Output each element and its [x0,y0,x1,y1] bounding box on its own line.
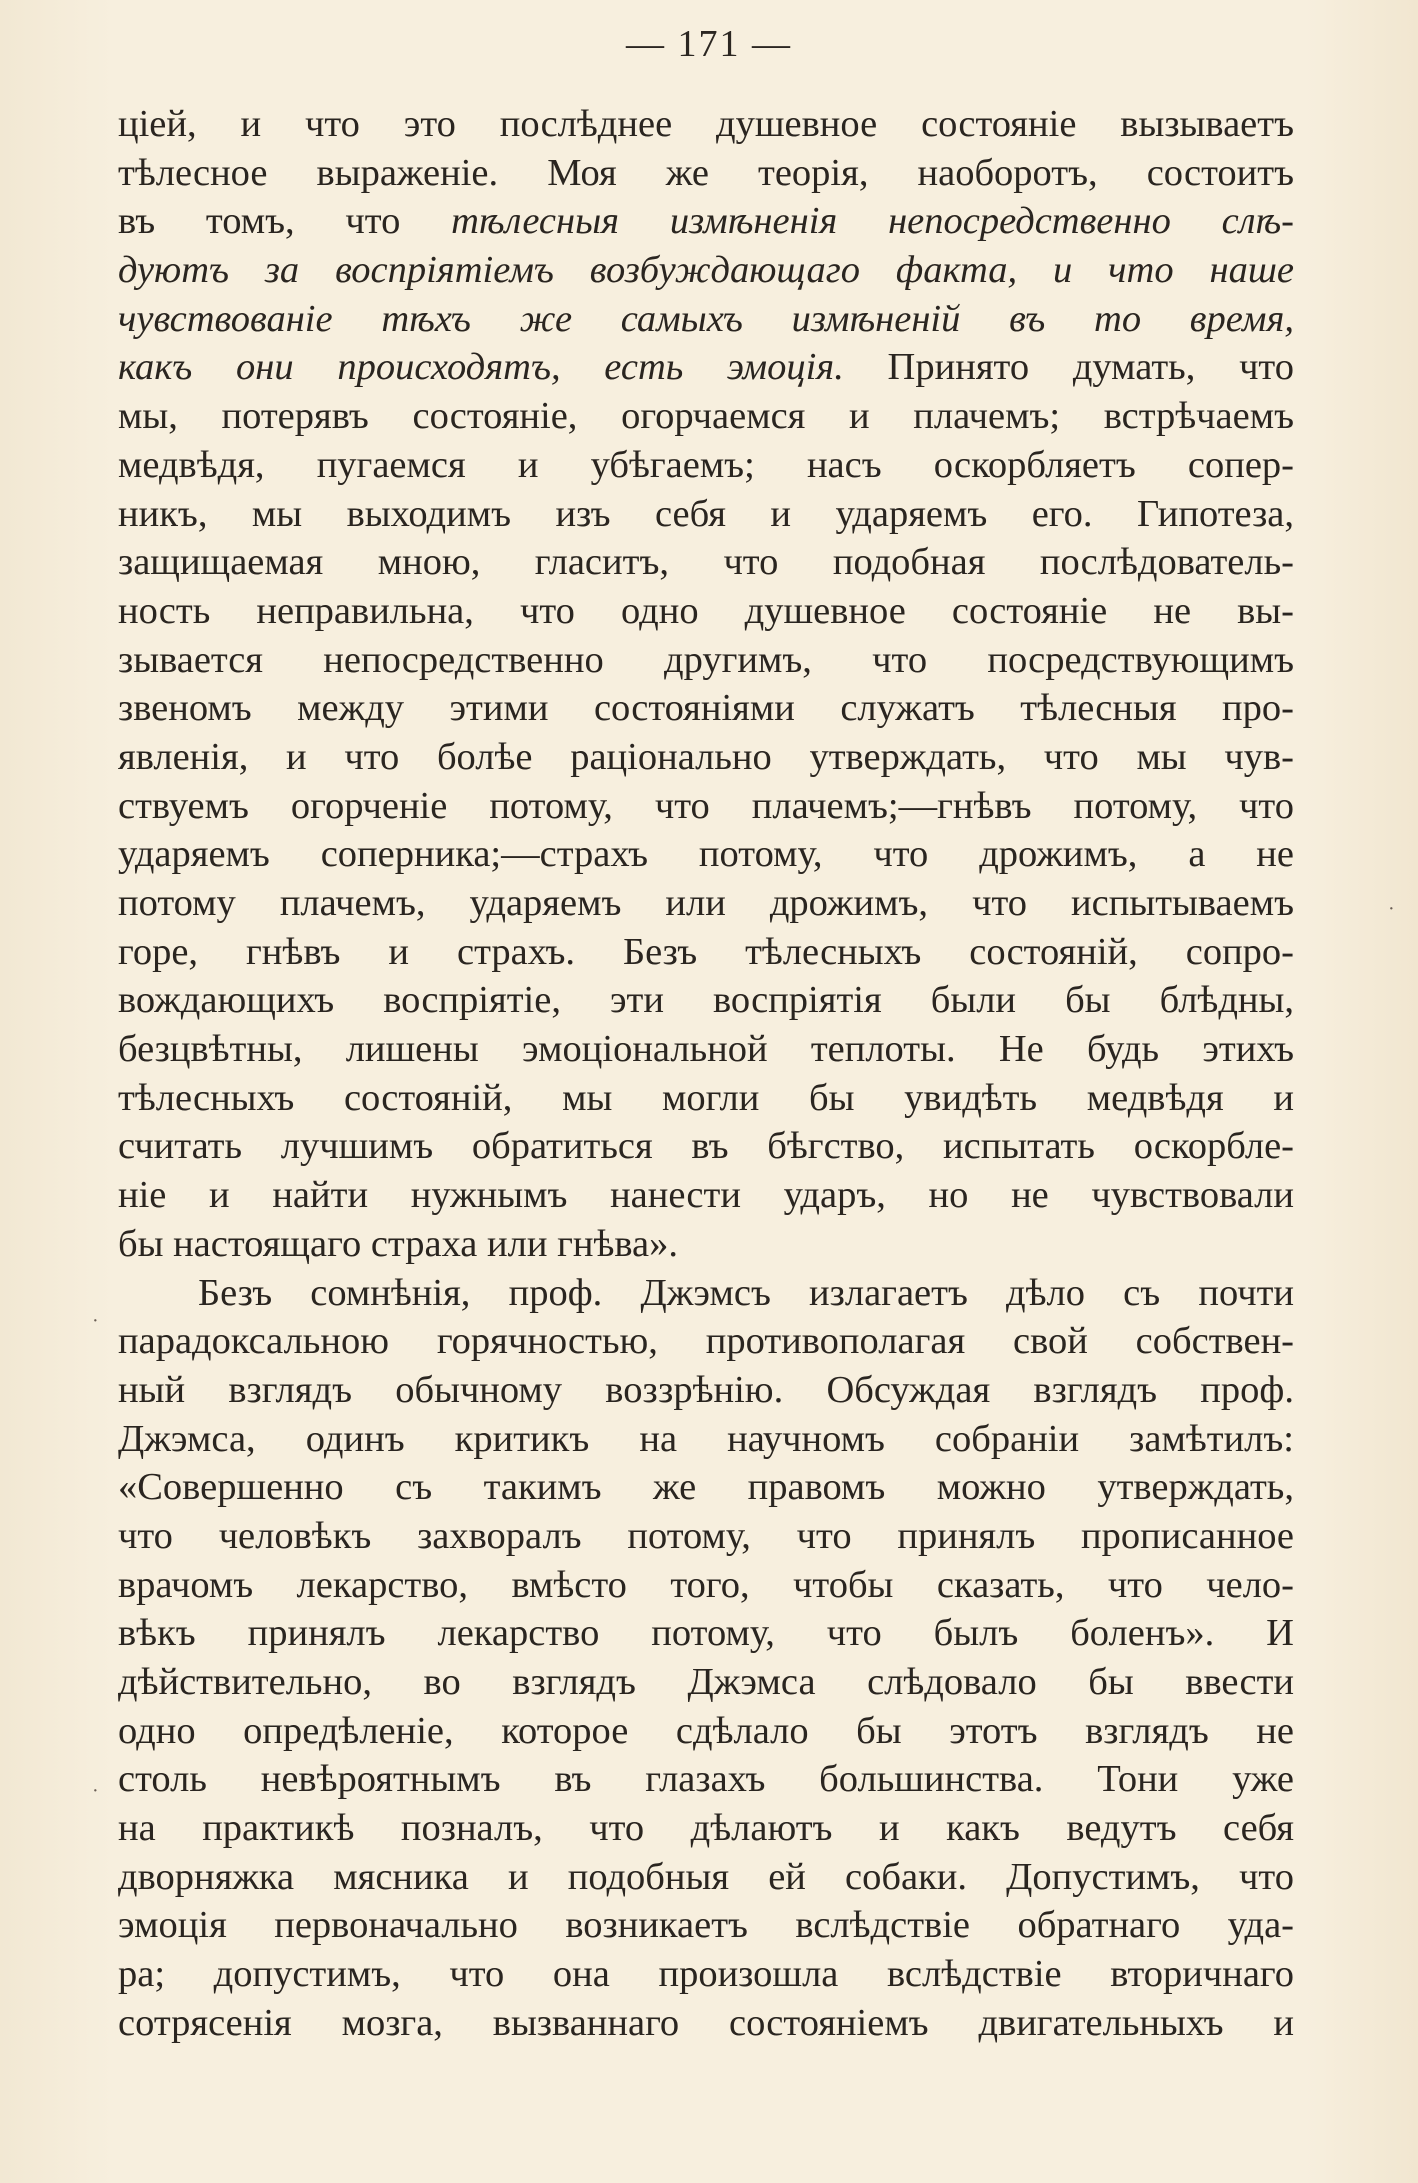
margin-dot: · [92,1780,99,1802]
text-segment: защищаемая мною, гласитъ, что подобная послѣдователь- [118,541,1294,584]
margin-dot: · [1388,898,1395,920]
text-line [118,928,1294,977]
text-line [118,976,1294,1025]
text-segment: ціей, и что это послѣднее душевное состояніе вызываетъ [118,103,1294,145]
text-segment: горе, гнѣвъ и страхъ. Безъ тѣлесныхъ состояній, сопро- [118,930,1294,973]
text-line [118,879,1294,928]
text-segment: ніе и найти нужнымъ нанести ударъ, но не чувствовали [118,1174,1294,1217]
text-segment: медвѣдя, пугаемся и убѣгаемъ; насъ оскорбляетъ сопер- [118,443,1294,486]
italic-text: тѣлесныя измѣненія непосредственно слѣ- [451,200,1294,243]
text-line [118,733,1294,782]
text-segment: звеномъ между этими состояніями служатъ тѣлесныя про- [118,687,1294,730]
text-segment: столь невѣроятнымъ въ глазахъ большинства. Тони уже [118,1758,1294,1801]
text-segment: на практикѣ позналъ, что дѣлаютъ и какъ ведутъ себя [118,1807,1294,1850]
text-segment: безцвѣтны, лишены эмоціональной теплоты. Не будь этихъ [118,1028,1294,1071]
text-line [118,684,1294,733]
text-line [118,1804,1294,1853]
text-line [118,1220,1294,1269]
text-line [118,1755,1294,1804]
text-segment: Джэмса, одинъ критикъ на научномъ собраніи замѣтилъ: [118,1417,1294,1460]
italic-text: дуютъ за воспріятіемъ возбуждающаго факта, и что наше [118,249,1294,292]
text-segment: ность неправильна, что одно душевное состояніе не вы- [118,589,1294,632]
text-line [118,149,1294,198]
text-segment: считать лучшимъ обратиться въ бѣгство, испытать оскорбле- [118,1125,1294,1168]
text-segment: потому плачемъ, ударяемъ или дрожимъ, что испытываемъ [118,882,1294,924]
italic-text: какъ они происходятъ, есть эмоція. [118,346,844,389]
text-line [118,587,1294,636]
text-segment: зывается непосредственно другимъ, что посредствующимъ [118,638,1294,681]
text-segment: парадоксальною горячностью, противополагая свой собствен- [118,1320,1294,1363]
text-line [118,100,1294,149]
text-line [118,830,1294,879]
text-segment: ный взглядъ обычному воззрѣнію. Обсуждая взглядъ проф. [118,1368,1294,1411]
text-line [118,1707,1294,1756]
text-line [118,1171,1294,1220]
text-segment: одно опредѣленіе, которое сдѣлало бы этотъ взглядъ не [118,1709,1294,1752]
text-segment: тѣлесное выраженіе. Моя же теорія, наоборотъ, состоитъ [118,151,1294,194]
text-segment: явленія, и что болѣе раціонально утверждать, что мы чув- [118,735,1294,778]
margin-dot: · [92,1310,99,1332]
text-segment: «Совершенно съ такимъ же правомъ можно утверждать, [118,1466,1294,1509]
text-line [118,1317,1294,1366]
text-line [118,782,1294,831]
text-segment: сотрясенія мозга, вызваннаго состояніемъ двигательныхъ и [118,2001,1294,2044]
text-line [118,636,1294,685]
text-line [118,1609,1294,1658]
text-segment: эмоція первоначально возникаетъ вслѣдствіе обратнаго уда- [118,1904,1294,1947]
text-segment: вождающихъ воспріятіе, эти воспріятія были бы блѣдны, [118,979,1294,1022]
text-line [118,1269,1294,1318]
text-line [118,1561,1294,1610]
text-segment: мы, потерявъ состояніе, огорчаемся и плачемъ; встрѣчаемъ [118,395,1294,438]
text-segment: никъ, мы выходимъ изъ себя и ударяемъ его. Гипотеза, [118,492,1294,535]
text-line [118,197,1294,246]
text-segment: ра; допустимъ, что она произошла вслѣдствіе вторичнаго [118,1953,1294,1996]
text-segment: тѣлесныхъ состояній, мы могли бы увидѣть медвѣдя и [118,1076,1294,1119]
text-segment: въ томъ, что [118,200,452,243]
italic-text: чувствованіе тѣхъ же самыхъ измѣненій въ то время, [118,297,1294,340]
text-line [118,1999,1294,2048]
text-line [118,295,1294,344]
text-line [118,538,1294,587]
text-segment: Безъ сомнѣнія, проф. Джэмсъ излагаетъ дѣло съ почти [198,1271,1294,1314]
text-line [118,1074,1294,1123]
body-text [118,100,1294,2048]
text-segment: Принято думать, что [843,346,1295,389]
text-line [118,1853,1294,1902]
text-line [118,441,1294,490]
text-line [118,1122,1294,1171]
text-line [118,392,1294,441]
text-line [118,1025,1294,1074]
text-segment: вѣкъ принялъ лекарство потому, что былъ боленъ». И [118,1612,1294,1655]
text-line [118,1415,1294,1464]
text-line [118,1901,1294,1950]
text-line [118,246,1294,295]
text-line [118,343,1294,392]
text-segment: дѣйствительно, во взглядъ Джэмса слѣдовало бы ввести [118,1661,1294,1703]
text-line [118,490,1294,539]
text-segment: дворняжка мясника и подобныя ей собаки. Допустимъ, что [118,1855,1294,1898]
text-segment: ствуемъ огорченіе потому, что плачемъ;—гнѣвъ потому, что [118,784,1294,827]
text-line [118,1463,1294,1512]
text-segment: ударяемъ соперника;—страхъ потому, что дрожимъ, а не [118,833,1294,876]
page-number: — 171 — [626,23,792,65]
text-line [118,1512,1294,1561]
text-line [118,1950,1294,1999]
text-line [118,1658,1294,1707]
text-segment: бы настоящаго страха или гнѣва». [118,1222,678,1265]
text-segment: врачомъ лекарство, вмѣсто того, чтобы сказать, что чело- [118,1563,1294,1606]
text-line [118,1366,1294,1415]
text-segment: что человѣкъ захворалъ потому, что принялъ прописанное [118,1514,1294,1557]
